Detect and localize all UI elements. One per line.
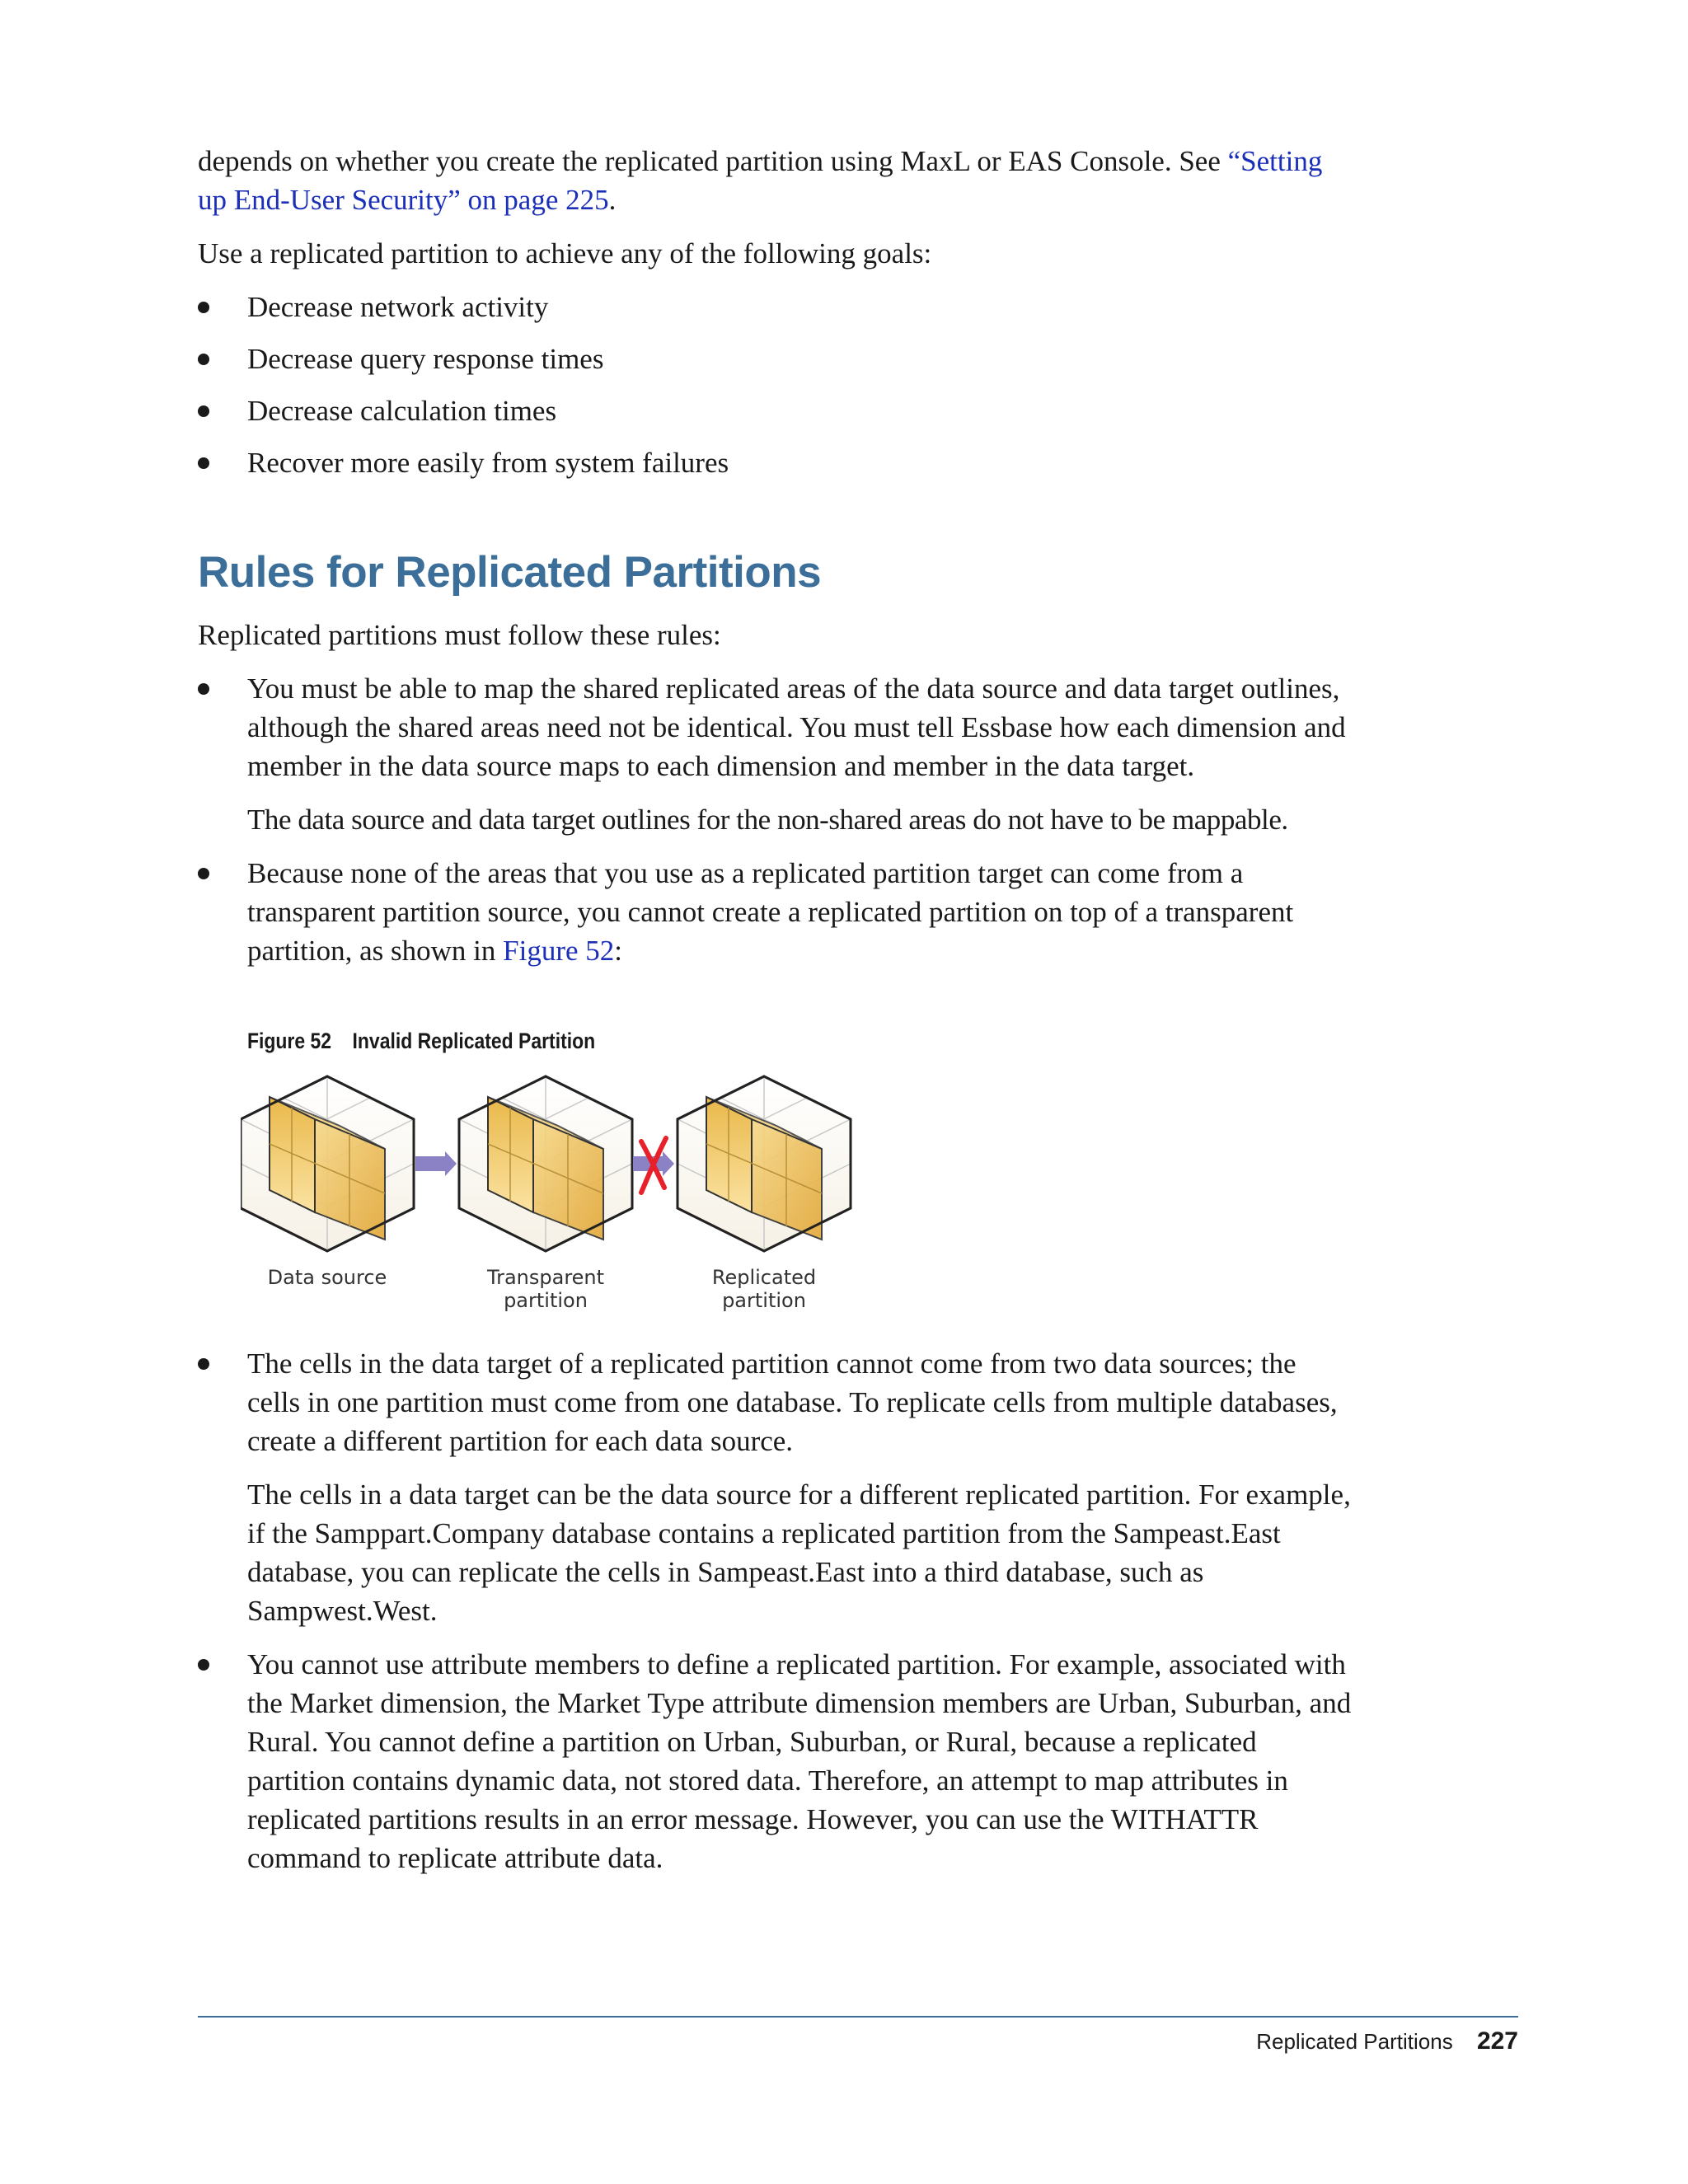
list-item bbox=[198, 288, 1352, 326]
page-content bbox=[198, 142, 1352, 1892]
list-item bbox=[198, 340, 1352, 378]
data-source-cube-icon bbox=[241, 1076, 414, 1251]
intro-text-end: . bbox=[608, 184, 617, 216]
goal-text: Decrease network activity bbox=[247, 291, 549, 323]
goal-text: Decrease query response times bbox=[247, 343, 604, 375]
rule-subtext: The cells in a data target can be the data source for a different replicated partition. For example, if the Samppart.Company database contains a replicated partition from the Sampeast.East database, you can replicate the cells in Sampeast.East into a third database, such as Sampwest.West. bbox=[247, 1479, 1351, 1627]
bullet-icon bbox=[198, 405, 209, 417]
link-setting-up-security[interactable]: “Setting up End-User Security” on page 225 bbox=[198, 145, 1323, 216]
rule-text-part: Because none of the areas that you use as a replicated partition target can come from a transparent partition source, you cannot create a replicated partition on top of a transparent partition, as shown in bbox=[247, 857, 1294, 967]
label-transparent: Transparent bbox=[486, 1266, 605, 1289]
list-item bbox=[198, 854, 1352, 970]
replicated-partition-cube-icon bbox=[678, 1076, 851, 1251]
intro-text: depends on whether you create the replicated partition using MaxL or EAS Console. See bbox=[198, 145, 1228, 177]
list-item bbox=[198, 443, 1352, 482]
rule-text bbox=[247, 854, 1352, 970]
arrow-icon bbox=[415, 1151, 457, 1176]
figure-caption bbox=[247, 1028, 1186, 1054]
label-data-source: Data source bbox=[267, 1266, 387, 1289]
list-item bbox=[198, 669, 1352, 839]
bullet-icon bbox=[198, 302, 209, 313]
goals-intro: Use a replicated partition to achieve any of the following goals: bbox=[198, 237, 932, 269]
figure-title: Invalid Replicated Partition bbox=[352, 1029, 596, 1053]
rule-text: You must be able to map the shared replicated areas of the data source and data target outlines, although the shared areas need not be identical. You must tell Essbase how each dimension and member in the data source maps to each dimension and member in the data target. bbox=[247, 673, 1346, 782]
list-item bbox=[198, 1344, 1352, 1630]
intro-paragraph bbox=[198, 142, 1352, 219]
label-replicated: Replicated bbox=[711, 1266, 817, 1289]
bullet-icon bbox=[198, 683, 209, 695]
bullet-icon bbox=[198, 868, 209, 879]
label-transparent-partition: partition bbox=[504, 1289, 588, 1312]
list-item bbox=[198, 391, 1352, 430]
rule-text: You cannot use attribute members to define a replicated partition. For example, associated with the Market dimension, the Market Type attribute dimension members are Urban, Suburban, and Rural. You cannot define a partition on Urban, Suburban, or Rural, because a replicated partition contains dynamic data, not stored data. Therefore, an attempt to map attributes in replicated partitions results in an error message. However, you can use the WITHATTR command to replicate attribute data. bbox=[247, 1648, 1352, 1874]
figure-number: Figure 52 bbox=[247, 1029, 332, 1053]
footer-divider bbox=[198, 2016, 1518, 2018]
rule-subtext: The data source and data target outlines for the non-shared areas do not have to be mappable. bbox=[247, 804, 1288, 836]
goal-text: Recover more easily from system failures bbox=[247, 447, 729, 479]
page-footer bbox=[1256, 2029, 1518, 2054]
goal-text: Decrease calculation times bbox=[247, 395, 557, 427]
section-heading: Rules for Replicated Partitions bbox=[198, 548, 822, 597]
page-number: 227 bbox=[1476, 2027, 1518, 2055]
label-replicated-partition: partition bbox=[722, 1289, 806, 1312]
rules-list-continued bbox=[198, 1344, 1352, 1877]
footer-section-title: Replicated Partitions bbox=[1256, 2029, 1453, 2054]
bullet-icon bbox=[198, 1358, 209, 1370]
link-figure-52[interactable]: Figure 52 bbox=[503, 935, 615, 967]
goals-list bbox=[198, 288, 1352, 482]
transparent-partition-cube-icon bbox=[459, 1076, 632, 1251]
rule-text: The cells in the data target of a replicated partition cannot come from two data sources; the cells in one partition must come from one database. To replicate cells from multiple databases, create a different partition for each data source. bbox=[247, 1347, 1338, 1457]
rules-list bbox=[198, 669, 1352, 970]
rule-text-end: : bbox=[614, 935, 622, 967]
figure-invalid-replicated-partition bbox=[241, 1072, 900, 1319]
bullet-icon bbox=[198, 457, 209, 469]
list-item bbox=[198, 1645, 1352, 1877]
bullet-icon bbox=[198, 1659, 209, 1671]
rules-intro: Replicated partitions must follow these rules: bbox=[198, 619, 721, 651]
bullet-icon bbox=[198, 354, 209, 365]
partition-diagram bbox=[241, 1072, 900, 1319]
